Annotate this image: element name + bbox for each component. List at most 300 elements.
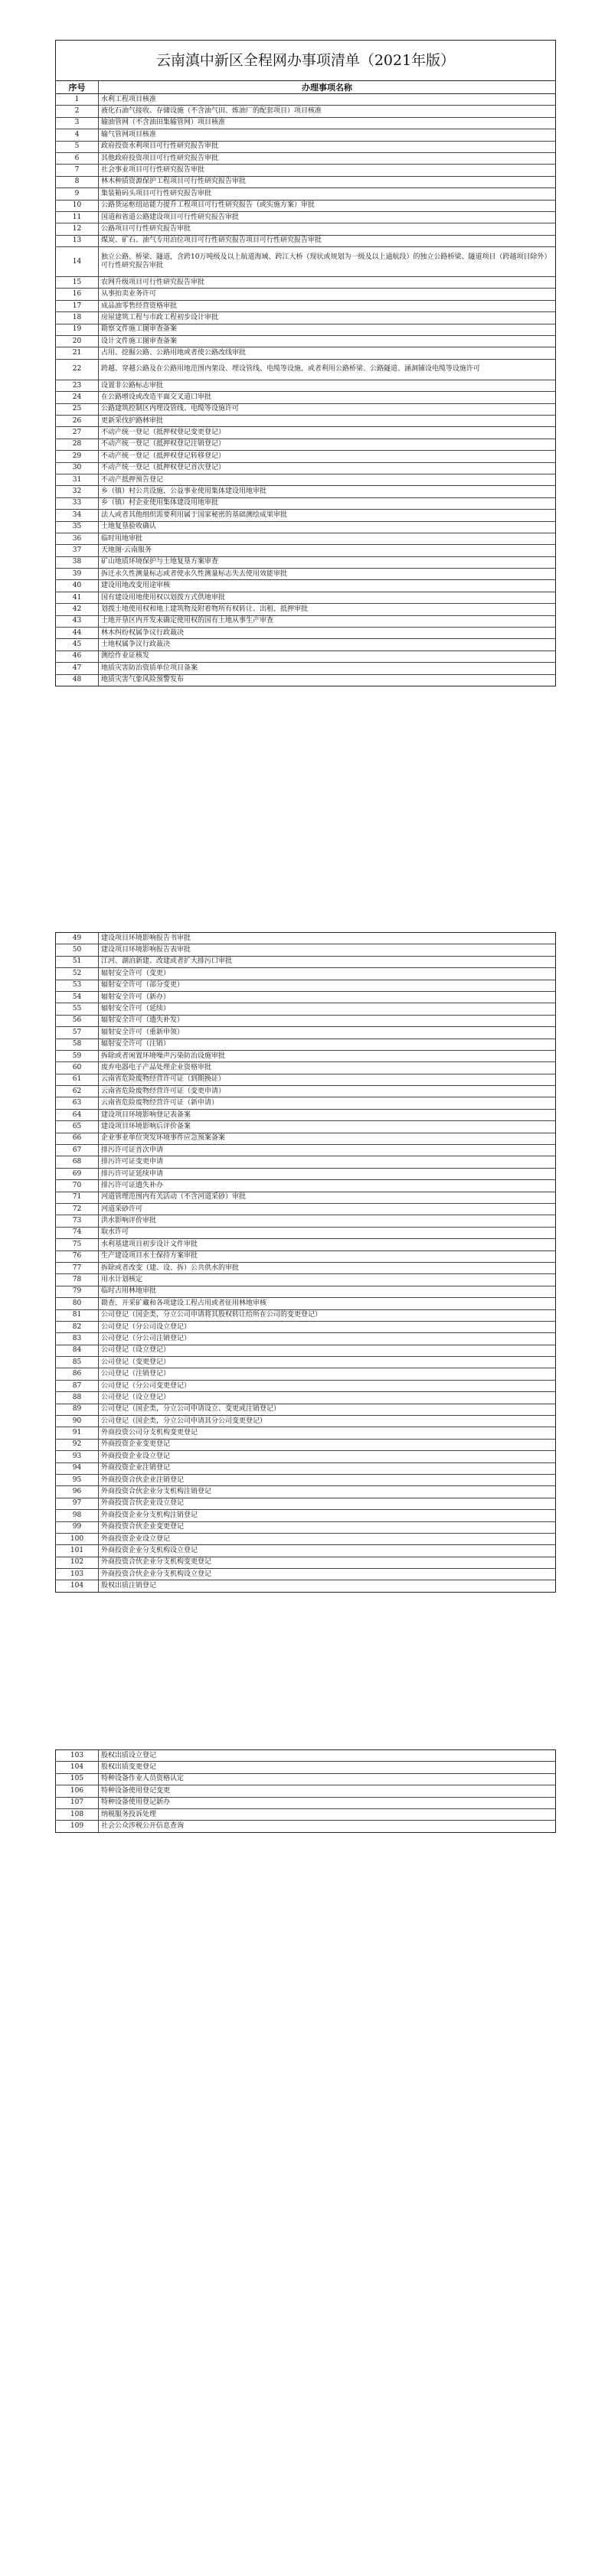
row-index: 67	[56, 1145, 99, 1156]
row-item-name: 公司登记（国企类，分立公司申请其分公司变更登记）	[101, 1417, 267, 1425]
table-row	[56, 1785, 555, 1797]
table-row	[56, 1809, 555, 1821]
row-item-name: 外商投资企业分支机构设立登记	[101, 1547, 198, 1554]
table-page-1	[55, 40, 556, 686]
row-index: 52	[56, 968, 99, 979]
row-item-name: 社会事业项目可行性研究报告审批	[101, 166, 205, 174]
table-row	[56, 289, 555, 300]
table-row	[56, 992, 555, 1003]
row-item-name: 外商投资企业分支机构注销登记	[101, 1511, 198, 1519]
row-item-name: 房屋建筑工程与市政工程初步设计审批	[101, 313, 219, 321]
row-item-name: 公司登记（设立登记）	[101, 1393, 171, 1401]
row-index: 95	[56, 1475, 99, 1485]
row-index: 82	[56, 1322, 99, 1332]
row-item-name: 建设项目环境影响登记表备案	[101, 1110, 191, 1119]
row-index: 86	[56, 1368, 99, 1379]
table-row	[56, 336, 555, 347]
table-row	[56, 1416, 555, 1427]
row-item-name: 江河、湖泊新建、改建或者扩大排污口审批	[101, 957, 233, 966]
row-index: 72	[56, 1204, 99, 1215]
table-row	[56, 1263, 555, 1274]
row-item-name: 拆迁永久性测量标志或者使永久性测量标志失去使用效能审批	[101, 569, 288, 578]
row-item-name: 特种设备使用登记变更	[101, 1786, 171, 1795]
row-index: 105	[56, 1774, 99, 1785]
row-item-name: 更新采伐护路林审批	[101, 416, 164, 425]
row-item-name: 外商投资公司分支机构变更登记	[101, 1429, 198, 1437]
row-item-name: 外商投资企业设立登记	[101, 1534, 171, 1543]
row-item-name: 取水许可	[101, 1228, 129, 1237]
table-row	[56, 1498, 555, 1510]
table-row	[56, 1762, 555, 1773]
table-row	[56, 1322, 555, 1333]
table-row	[56, 416, 555, 427]
table-row	[56, 968, 555, 980]
row-index: 55	[56, 1003, 99, 1014]
table-row	[56, 1750, 555, 1762]
row-index: 27	[56, 427, 99, 438]
row-item-name: 社会公众涉税公开信息查询	[101, 1822, 185, 1831]
table-row	[56, 944, 555, 956]
row-item-name: 辐射安全许可（部分变更）	[101, 981, 185, 990]
table-body	[56, 933, 555, 1592]
table-row	[56, 223, 555, 235]
table-row	[56, 1522, 555, 1534]
row-item-name: 生产建设项目水土保持方案审批	[101, 1252, 198, 1260]
row-item-name: 建设项目环境影响后评价备案	[101, 1122, 191, 1130]
row-index: 53	[56, 980, 99, 991]
table-row	[56, 212, 555, 223]
table-row	[56, 236, 555, 247]
row-item-name: 辐射安全许可（延续）	[101, 1005, 171, 1013]
row-index: 65	[56, 1121, 99, 1132]
table-row	[56, 474, 555, 486]
table-row	[56, 1086, 555, 1097]
row-index: 1	[56, 94, 99, 105]
row-item-name: 河道管理范围内有关活动（不含河道采砂）审批	[101, 1193, 247, 1202]
table-row	[56, 451, 555, 462]
row-item-name: 成品油零售经营资格审批	[101, 302, 178, 310]
table-row	[56, 94, 555, 106]
row-index: 2	[56, 106, 99, 116]
row-item-name: 废弃电器电子产品处理企业资格审批	[101, 1063, 212, 1071]
table-row	[56, 1534, 555, 1545]
table-row	[56, 1051, 555, 1062]
table-row	[56, 427, 555, 439]
row-item-name: 法人或者其他组织需要利用属于国家秘密的基础测绘成果审批	[101, 510, 288, 519]
row-item-name: 建设用地改变用途审核	[101, 582, 171, 590]
table-row	[56, 980, 555, 992]
table-row	[56, 675, 555, 686]
row-index: 7	[56, 165, 99, 175]
row-item-name: 水利工程项目核准	[101, 95, 157, 103]
row-index: 97	[56, 1498, 99, 1509]
table-row	[56, 1003, 555, 1015]
row-item-name: 其他政府投资项目可行性研究报告审批	[101, 154, 219, 162]
table-row	[56, 1798, 555, 1809]
table-row	[56, 1180, 555, 1192]
row-item-name: 股权出质设立登记	[101, 1751, 157, 1759]
table-row	[56, 1580, 555, 1591]
row-item-name: 外商投资合伙企业设立登记	[101, 1499, 185, 1508]
table-row	[56, 1215, 555, 1227]
row-index: 93	[56, 1451, 99, 1462]
row-index: 73	[56, 1215, 99, 1226]
row-item-name: 占用、挖掘公路、公路用地或者使公路改线审批	[101, 349, 247, 357]
row-index: 17	[56, 301, 99, 311]
row-item-name: 建设项目环境影响报告表审批	[101, 946, 191, 954]
table-row	[56, 1039, 555, 1051]
row-index: 63	[56, 1097, 99, 1108]
table-row	[56, 663, 555, 674]
row-item-name: 外商投资合伙企业注销登记	[101, 1475, 185, 1484]
row-item-name: 乡（镇）村企业使用集体建设用地审批	[101, 499, 219, 507]
row-index: 43	[56, 616, 99, 627]
row-item-name: 勘查、开采矿藏和各项建设工程占用或者征用林地审核	[101, 1299, 267, 1307]
row-item-name: 公路货运枢纽站能力提升工程项目可行性研究报告（或实施方案）审批	[101, 201, 315, 210]
row-item-name: 公司登记（注销登记）	[101, 1370, 171, 1378]
row-index: 3	[56, 118, 99, 129]
row-index: 28	[56, 439, 99, 450]
row-item-name: 排污许可证首次申请	[101, 1146, 164, 1154]
row-index: 4	[56, 129, 99, 140]
table-row	[56, 301, 555, 312]
table-body	[56, 1750, 555, 1832]
row-item-name: 外商投资合伙企业分支机构注销登记	[101, 1488, 212, 1496]
table-row	[56, 1145, 555, 1156]
row-index: 19	[56, 324, 99, 335]
table-row	[56, 1310, 555, 1322]
table-row	[56, 1156, 555, 1168]
row-index: 34	[56, 510, 99, 520]
table-row	[56, 1557, 555, 1569]
table-row	[56, 498, 555, 510]
table-row	[56, 1192, 555, 1204]
row-index: 20	[56, 336, 99, 347]
table-row	[56, 153, 555, 165]
row-item-name: 排污许可证变更申请	[101, 1158, 164, 1166]
table-row	[56, 1062, 555, 1074]
table-row	[56, 1133, 555, 1145]
table-row	[56, 545, 555, 556]
row-index: 39	[56, 569, 99, 579]
row-item-name: 外商投资企业注销登记	[101, 1464, 171, 1472]
table-row	[56, 392, 555, 403]
table-row	[56, 557, 555, 569]
row-item-name: 用水计划核定	[101, 1276, 143, 1284]
row-index: 45	[56, 639, 99, 650]
row-index: 56	[56, 1016, 99, 1026]
row-item-name: 洪水影响评价审批	[101, 1217, 157, 1225]
row-index: 35	[56, 522, 99, 533]
table-row	[56, 188, 555, 200]
table-row	[56, 1110, 555, 1121]
table-row	[56, 1169, 555, 1180]
column-header-index: 序号	[56, 81, 99, 93]
table-row	[56, 380, 555, 392]
table-row	[56, 604, 555, 615]
row-item-name: 地质灾害气象风险预警发布	[101, 676, 185, 684]
table-row	[56, 1074, 555, 1086]
row-item-name: 政府投资水利项目可行性研究报告审批	[101, 142, 219, 151]
row-index: 44	[56, 628, 99, 638]
row-index: 81	[56, 1310, 99, 1321]
row-index: 15	[56, 277, 99, 288]
row-index: 74	[56, 1228, 99, 1238]
row-item-name: 不动产统一登记（抵押权登记转移登记）	[101, 452, 226, 460]
row-index: 104	[56, 1580, 99, 1591]
table-row	[56, 651, 555, 663]
row-item-name: 设计文件施工图审查备案	[101, 337, 178, 345]
row-index: 76	[56, 1251, 99, 1262]
row-index: 29	[56, 451, 99, 461]
table-row	[56, 1016, 555, 1027]
table-row	[56, 1286, 555, 1298]
row-item-name: 煤炭、矿石、油气专用泊位项目可行性研究报告项目可行性研究报告审批	[101, 236, 322, 245]
row-item-name: 临时占用林地审批	[101, 1287, 157, 1296]
table-row	[56, 1545, 555, 1557]
row-index: 22	[56, 360, 99, 380]
table-row	[56, 201, 555, 212]
row-index: 41	[56, 592, 99, 603]
row-index: 46	[56, 651, 99, 662]
row-item-name: 外商投资合伙企业分支机构变更登记	[101, 1558, 212, 1567]
row-item-name: 外商投资企业变更登记	[101, 1440, 171, 1449]
row-item-name: 不动产统一登记（抵押权登记注销登记）	[101, 440, 226, 448]
table-row	[56, 324, 555, 336]
row-item-name: 农网升级项目可行性研究报告审批	[101, 278, 205, 286]
row-item-name: 拆除或者闲置环境噪声污染防治设施审批	[101, 1052, 226, 1060]
row-index: 60	[56, 1062, 99, 1073]
row-index: 68	[56, 1156, 99, 1167]
row-item-name: 公路建筑控制区内埋设管线、电缆等设施许可	[101, 405, 240, 413]
row-index: 85	[56, 1357, 99, 1368]
row-index: 69	[56, 1169, 99, 1179]
row-index: 62	[56, 1086, 99, 1097]
row-index: 94	[56, 1463, 99, 1474]
row-item-name: 乡（镇）村公共设施、公益事业使用集体建设用地审批	[101, 487, 267, 496]
row-item-name: 国道和省道公路建设项目可行性研究报告审批	[101, 213, 240, 221]
table-row	[56, 106, 555, 117]
table-row	[56, 1486, 555, 1498]
table-row	[56, 1298, 555, 1309]
row-item-name: 从事拍卖业务许可	[101, 290, 157, 298]
row-index: 58	[56, 1039, 99, 1050]
table-row	[56, 533, 555, 545]
row-item-name: 独立公路、桥梁、隧道，含跨10万吨级及以上航道海域、跨江大桥（现状或规划为一级及以上通航段）的独立公路桥梁、隧道项目（跨越项目除外）可行性研究报告审批	[101, 253, 551, 270]
table-row	[56, 1239, 555, 1251]
table-header	[56, 81, 555, 94]
row-index: 18	[56, 312, 99, 323]
row-index: 84	[56, 1345, 99, 1356]
row-index: 13	[56, 236, 99, 246]
row-index: 101	[56, 1545, 99, 1556]
row-item-name: 外商投资合伙企业变更登记	[101, 1523, 185, 1531]
row-index: 24	[56, 392, 99, 403]
row-item-name: 辐射安全许可（变更）	[101, 969, 171, 977]
row-item-name: 矿山地质环境保护与土地复垦方案审查	[101, 558, 219, 566]
table-row	[56, 1821, 555, 1831]
row-item-name: 外商投资合伙企业分支机构设立登记	[101, 1570, 212, 1578]
row-index: 79	[56, 1286, 99, 1297]
row-item-name: 集装箱码头项目可行性研究报告审批	[101, 189, 212, 197]
table-row	[56, 1569, 555, 1580]
row-item-name: 水利基建项目初步设计文件审批	[101, 1240, 198, 1248]
table-row	[56, 569, 555, 580]
row-index: 102	[56, 1557, 99, 1568]
row-index: 21	[56, 347, 99, 358]
row-index: 14	[56, 247, 99, 276]
row-item-name: 公司登记（国企类，分立公司申请将其股权转让给所在公司的变更登记）	[101, 1311, 322, 1319]
row-index: 6	[56, 153, 99, 164]
row-item-name: 云南省危险废物经营许可证（变更申请）	[101, 1087, 226, 1095]
table-body	[56, 94, 555, 686]
row-index: 59	[56, 1051, 99, 1061]
row-index: 49	[56, 933, 99, 944]
row-index: 104	[56, 1762, 99, 1772]
table-row	[56, 404, 555, 416]
row-index: 40	[56, 580, 99, 591]
row-item-name: 辐射安全许可（新办）	[101, 993, 171, 1001]
row-index: 51	[56, 957, 99, 967]
row-index: 30	[56, 463, 99, 474]
row-index: 89	[56, 1404, 99, 1415]
row-index: 5	[56, 142, 99, 152]
table-row	[56, 957, 555, 968]
row-index: 12	[56, 223, 99, 234]
row-index: 100	[56, 1534, 99, 1544]
table-row	[56, 1228, 555, 1239]
row-index: 42	[56, 604, 99, 615]
row-index: 37	[56, 545, 99, 556]
row-item-name: 液化石油气接收、存储设施（不含油气田、炼油厂的配套项目）项目核准	[101, 107, 322, 116]
row-item-name: 外商投资企业设立登记	[101, 1452, 171, 1460]
row-item-name: 排污许可证延续申请	[101, 1169, 164, 1178]
row-item-name: 输油管网（不含油田集输管网）项目核准	[101, 119, 226, 127]
row-index: 71	[56, 1192, 99, 1203]
row-item-name: 辐射安全许可（注销）	[101, 1040, 171, 1048]
table-row	[56, 118, 555, 129]
row-index: 109	[56, 1821, 99, 1831]
row-index: 64	[56, 1110, 99, 1120]
table-row	[56, 1427, 555, 1439]
table-page-3	[55, 1749, 556, 1833]
row-item-name: 辐射安全许可（遗失补发）	[101, 1016, 185, 1025]
row-item-name: 特种设备作业人员资格认定	[101, 1775, 185, 1783]
table-row	[56, 522, 555, 533]
row-item-name: 天地图·云南服务	[101, 546, 152, 554]
row-item-name: 林木种质资源保护工程项目可行性研究报告审批	[101, 178, 247, 186]
row-index: 33	[56, 498, 99, 509]
table-row	[56, 933, 555, 944]
row-index: 87	[56, 1381, 99, 1391]
row-index: 31	[56, 474, 99, 485]
row-index: 16	[56, 289, 99, 299]
row-index: 90	[56, 1416, 99, 1427]
row-item-name: 公司登记（分公司设立登记）	[101, 1322, 191, 1331]
row-item-name: 股权出质注销登记	[101, 1582, 157, 1590]
row-item-name: 云南省危险废物经营许可证（新申请）	[101, 1099, 219, 1107]
row-item-name: 国有建设用地使用权以划拨方式供地审批	[101, 593, 226, 602]
row-item-name: 辐射安全许可（重新申领）	[101, 1028, 185, 1036]
table-row	[56, 1774, 555, 1785]
row-item-name: 拆除或者改变（建、设、拆）公共供水的审批	[101, 1264, 240, 1272]
table-row	[56, 277, 555, 289]
row-index: 75	[56, 1239, 99, 1250]
table-row	[56, 165, 555, 176]
row-index: 106	[56, 1785, 99, 1796]
row-item-name: 公司登记（分公司注销登记）	[101, 1334, 191, 1342]
row-index: 10	[56, 201, 99, 211]
table-row	[56, 580, 555, 592]
table-row	[56, 616, 555, 628]
row-item-name: 临时用地审批	[101, 534, 143, 543]
table-row	[56, 1368, 555, 1380]
row-index: 78	[56, 1274, 99, 1285]
row-item-name: 公路项目可行性研究报告审批	[101, 224, 191, 233]
table-row	[56, 312, 555, 324]
row-index: 36	[56, 533, 99, 544]
row-index: 32	[56, 486, 99, 497]
row-item-name: 股权出质变更登记	[101, 1763, 157, 1772]
row-item-name: 输气管网项目核准	[101, 130, 157, 139]
table-row	[56, 1097, 555, 1109]
row-index: 88	[56, 1392, 99, 1403]
row-index: 103	[56, 1750, 99, 1761]
row-index: 47	[56, 663, 99, 673]
row-index: 91	[56, 1427, 99, 1438]
row-item-name: 设置非公路标志审批	[101, 381, 164, 390]
row-index: 8	[56, 177, 99, 187]
table-row	[56, 129, 555, 141]
table-row	[56, 1357, 555, 1368]
row-index: 61	[56, 1074, 99, 1085]
table-row	[56, 177, 555, 188]
row-index: 70	[56, 1180, 99, 1191]
row-index: 26	[56, 416, 99, 426]
row-index: 23	[56, 380, 99, 391]
row-item-name: 土地开垦区内开发未确定使用权的国有土地从事生产审查	[101, 617, 274, 625]
row-index: 98	[56, 1510, 99, 1521]
row-index: 77	[56, 1263, 99, 1273]
table-row	[56, 1404, 555, 1416]
row-index: 96	[56, 1486, 99, 1497]
row-item-name: 在公路增设或改造平面交叉道口审批	[101, 393, 212, 401]
row-index: 83	[56, 1333, 99, 1344]
table-row	[56, 1440, 555, 1451]
table-row	[56, 1027, 555, 1039]
table-row	[56, 486, 555, 497]
table-row	[56, 1463, 555, 1475]
row-item-name: 云南省危险废物经营许可证（到期换证）	[101, 1075, 226, 1084]
row-index: 25	[56, 404, 99, 415]
page-title: 云南滇中新区全程网办事项清单（2021年版）	[56, 41, 555, 81]
row-item-name: 土地复垦验收确认	[101, 523, 157, 531]
row-item-name: 跨越、穿越公路及在公路用地范围内架设、埋设管线、电缆等设施，或者利用公路桥梁、公路隧道、涵洞铺设电缆等设施许可	[101, 365, 481, 373]
row-index: 107	[56, 1798, 99, 1808]
table-row	[56, 1345, 555, 1357]
row-index: 38	[56, 557, 99, 568]
row-item-name: 不动产抵押预告登记	[101, 475, 164, 484]
table-row	[56, 1204, 555, 1215]
row-item-name: 土地权属争议行政裁决	[101, 641, 171, 649]
table-row	[56, 1251, 555, 1263]
table-row	[56, 1121, 555, 1133]
table-row	[56, 142, 555, 153]
row-item-name: 公司登记（分公司变更登记）	[101, 1381, 191, 1390]
row-index: 80	[56, 1298, 99, 1309]
row-item-name: 勘察文件施工图审查备案	[101, 325, 178, 334]
table-row	[56, 1333, 555, 1345]
